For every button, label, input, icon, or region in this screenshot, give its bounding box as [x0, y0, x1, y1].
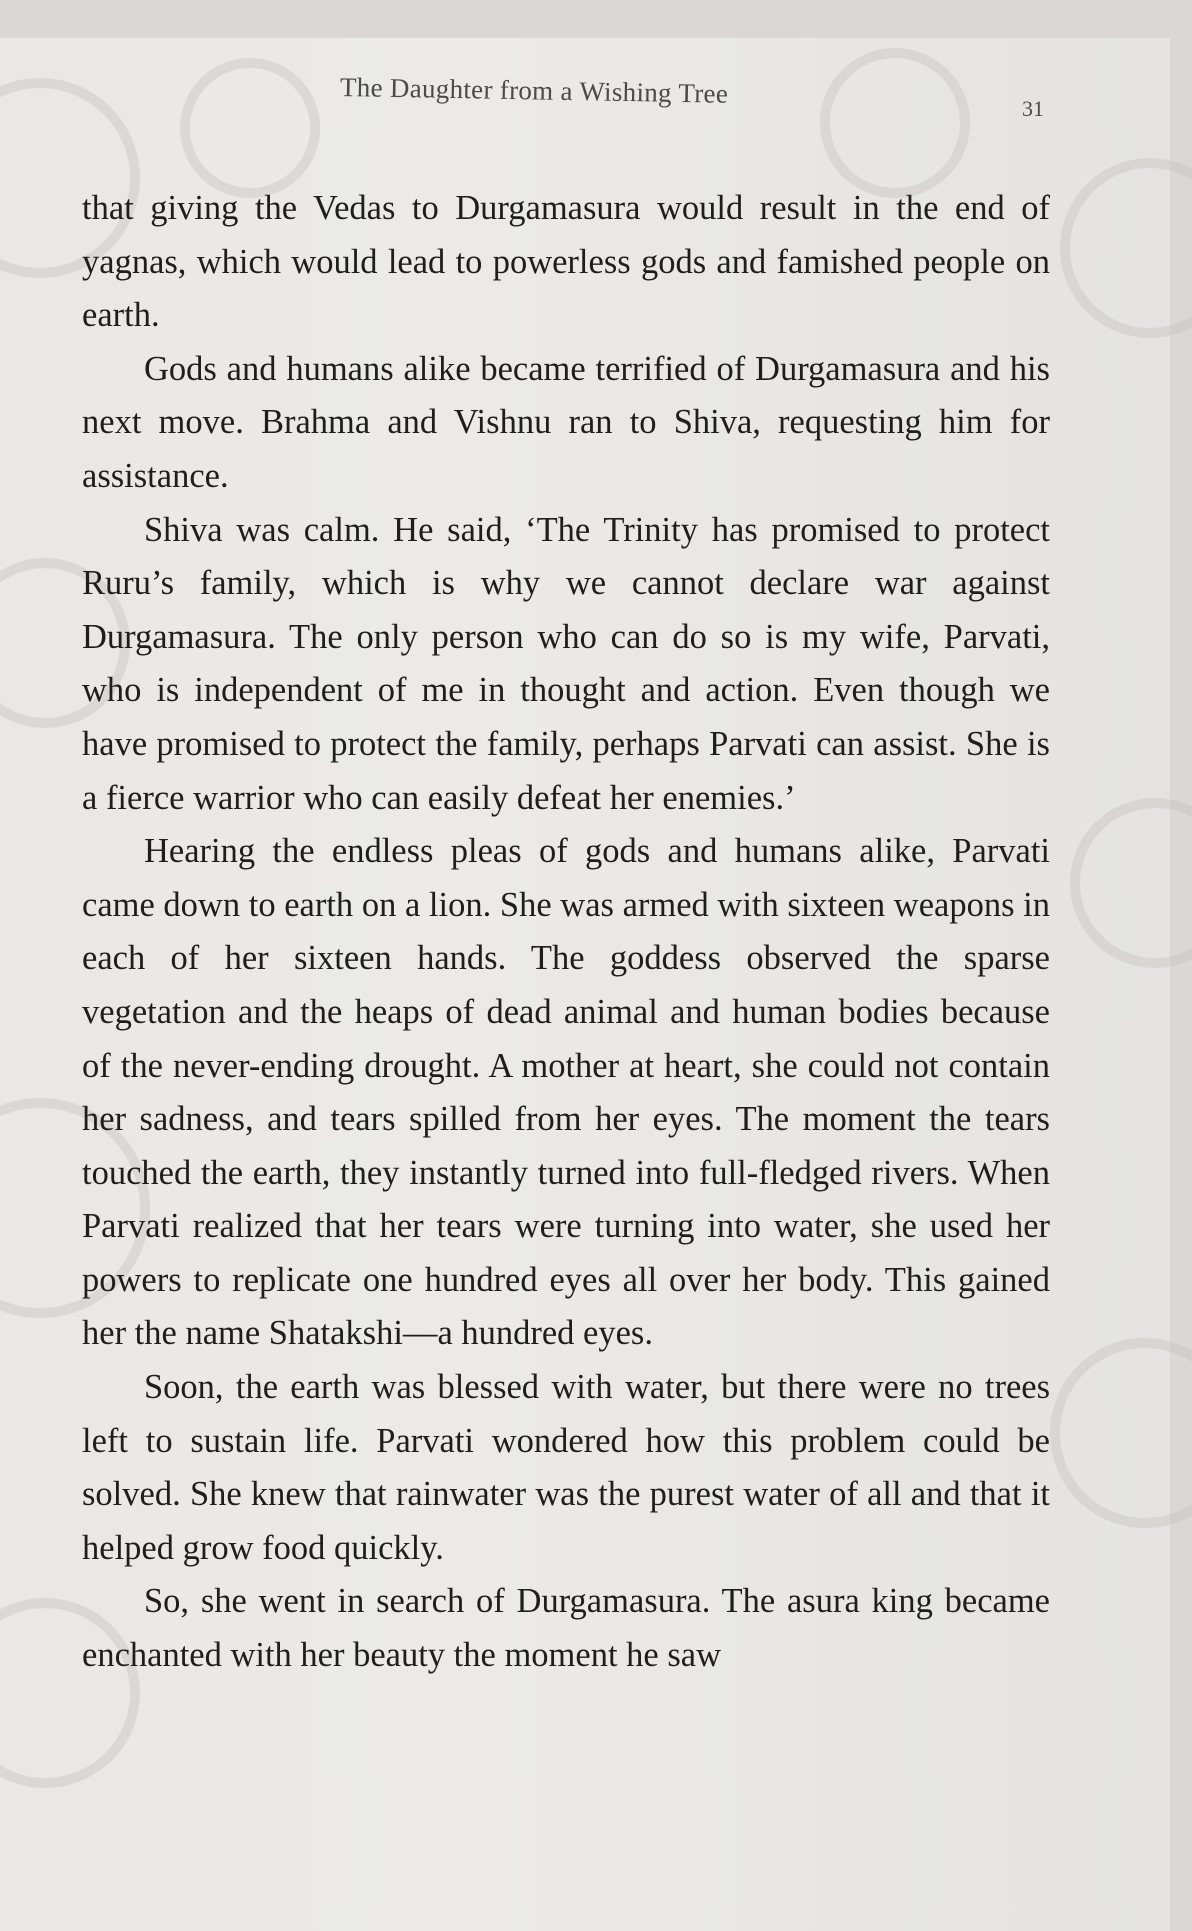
page-header — [0, 70, 1192, 121]
background-swirl-pattern — [1060, 158, 1192, 338]
paragraph: Gods and humans alike became terrified of Durgamasura and his next move. Brahma and Vishnu ran to Shiva, requesting him for assistance. — [82, 349, 1050, 495]
paragraph: Soon, the earth was blessed with water, but there were no trees left to sustain life. Parvati wondered how this problem could be solved. She knew that rainwater was the purest water of all and that it helped grow food quickly. — [82, 1368, 1050, 1567]
background-swirl-pattern — [1070, 798, 1192, 968]
body-text — [82, 182, 1050, 1683]
background-swirl-pattern — [1050, 1338, 1192, 1528]
running-head: The Daughter from a Wishing Tree — [339, 72, 729, 109]
paragraph: So, she went in search of Durgamasura. The asura king became enchanted with her beauty the moment he saw — [82, 1582, 1050, 1675]
page-number: 31 — [1022, 96, 1044, 121]
paragraph: that giving the Vedas to Durgamasura would result in the end of yagnas, which would lead to powerless gods and famished people on earth. — [82, 189, 1050, 335]
paragraph: Hearing the endless pleas of gods and humans alike, Parvati came down to earth on a lion. She was armed with sixteen weapons in each of her sixteen hands. The goddess observed the sparse vegetation and the heaps of dead animal and human bodies because of the never-ending drought. A mother at heart, she could not contain her sadness, and tears spilled from her eyes. The moment the tears touched the earth, they instantly turned into full-fledged rivers. When Parvati realized that her tears were turning into water, she used her powers to replicate one hundred eyes all over her body. This gained her the name Shatakshi—a hundred eyes. — [82, 832, 1050, 1353]
paragraph: Shiva was calm. He said, ‘The Trinity has promised to protect Ruru’s family, which is why we cannot declare war against Durgamasura. The only person who can do so is my wife, Parvati, who is independent of me in thought and action. Even though we have promised to protect the family, perhaps Parvati can assist. She is a fierce warrior who can easily defeat her enemies.’ — [82, 510, 1050, 817]
